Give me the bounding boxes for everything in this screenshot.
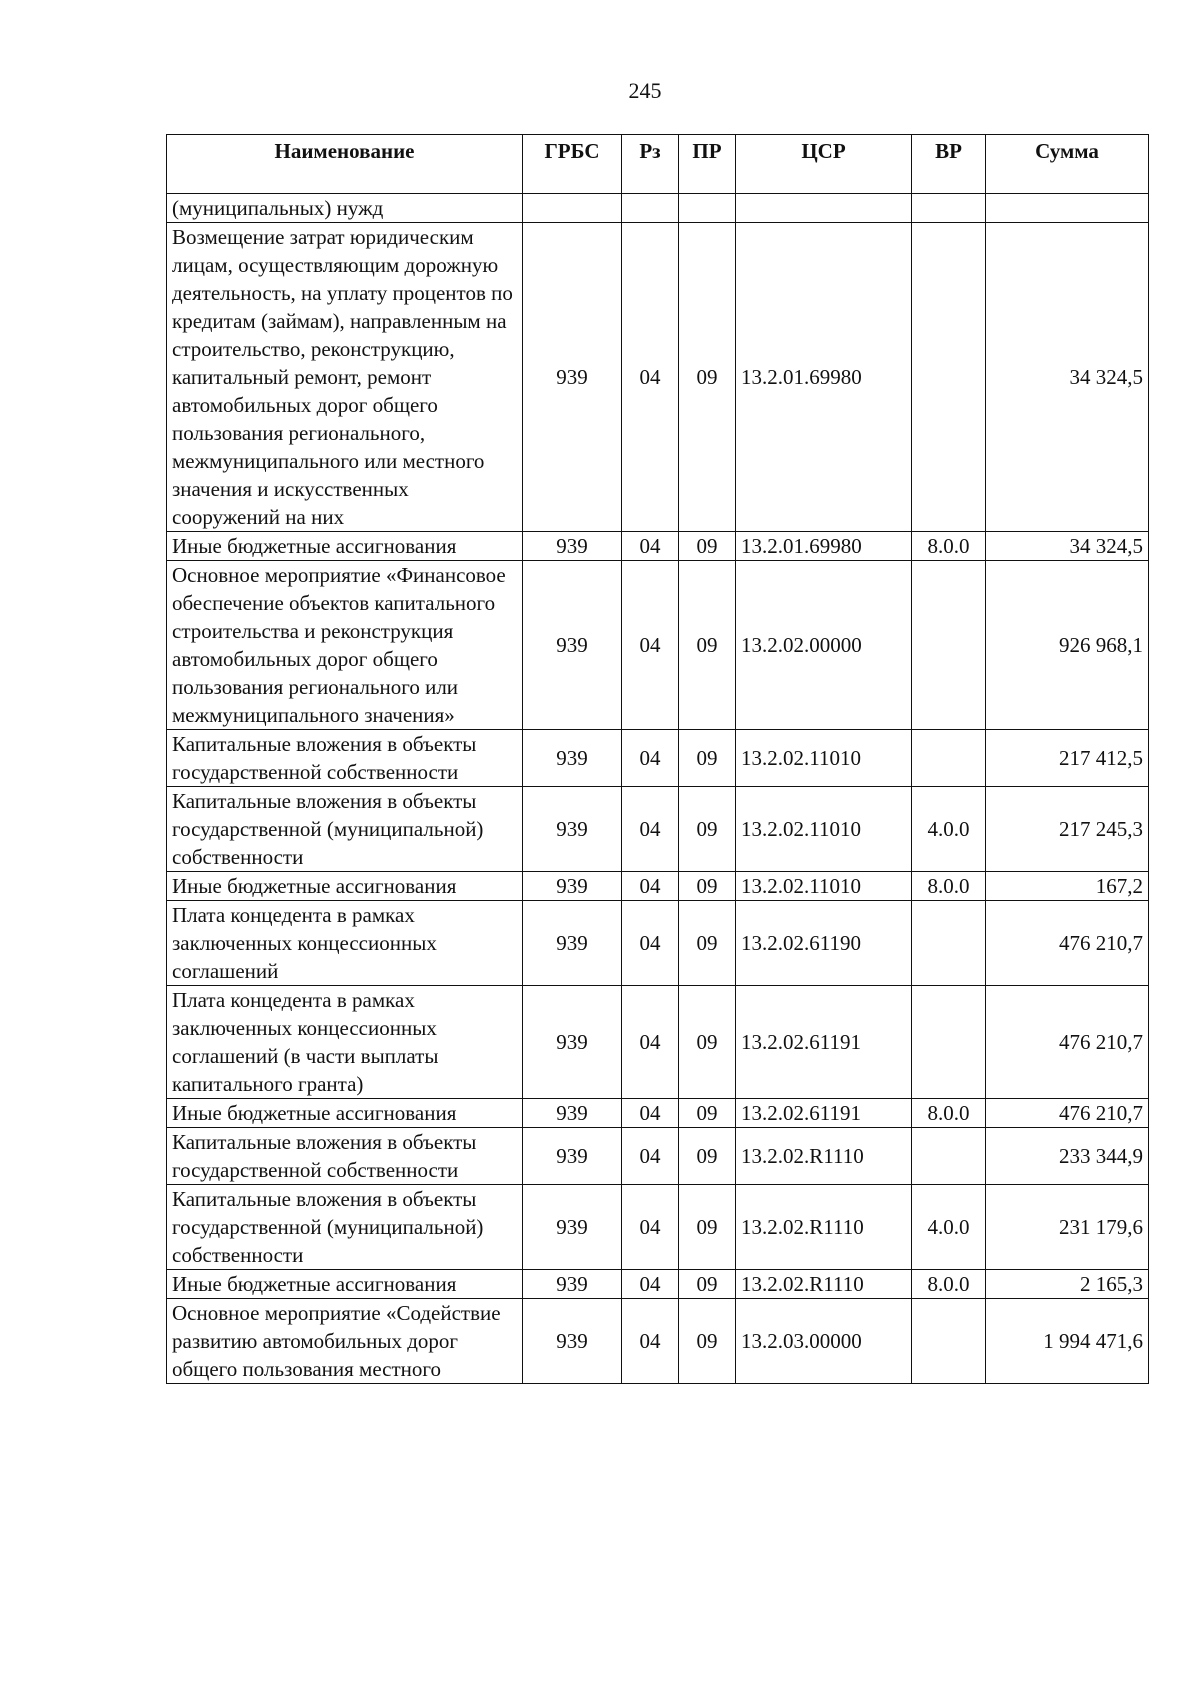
header-pr: ПР [679, 135, 736, 194]
cell-grbs: 939 [523, 1099, 622, 1128]
cell-grbs: 939 [523, 1185, 622, 1270]
cell-vr: 4.0.0 [912, 1185, 986, 1270]
header-vr: ВР [912, 135, 986, 194]
table-row [167, 986, 1149, 1099]
cell-rz: 04 [622, 532, 679, 561]
table-row [167, 561, 1149, 730]
cell-sum: 233 344,9 [986, 1128, 1149, 1185]
cell-name: Иные бюджетные ассигнования [167, 872, 523, 901]
cell-grbs: 939 [523, 1270, 622, 1299]
cell-rz [622, 194, 679, 223]
cell-name: Капитальные вложения в объекты государственной собственности [167, 1128, 523, 1185]
cell-csr: 13.2.03.00000 [736, 1299, 912, 1384]
cell-name: Капитальные вложения в объекты государственной (муниципальной) собственности [167, 1185, 523, 1270]
cell-name: (муниципальных) нужд [167, 194, 523, 223]
cell-rz: 04 [622, 1299, 679, 1384]
cell-rz: 04 [622, 1270, 679, 1299]
cell-pr [679, 194, 736, 223]
cell-csr [736, 194, 912, 223]
cell-csr: 13.2.01.69980 [736, 223, 912, 532]
cell-pr: 09 [679, 901, 736, 986]
header-grbs: ГРБС [523, 135, 622, 194]
cell-rz: 04 [622, 901, 679, 986]
cell-csr: 13.2.02.R1110 [736, 1128, 912, 1185]
cell-sum: 231 179,6 [986, 1185, 1149, 1270]
cell-rz: 04 [622, 787, 679, 872]
cell-pr: 09 [679, 1270, 736, 1299]
cell-pr: 09 [679, 223, 736, 532]
cell-rz: 04 [622, 561, 679, 730]
cell-vr: 8.0.0 [912, 872, 986, 901]
cell-sum: 217 412,5 [986, 730, 1149, 787]
cell-vr [912, 901, 986, 986]
table-row [167, 1270, 1149, 1299]
table-row [167, 532, 1149, 561]
cell-sum: 34 324,5 [986, 532, 1149, 561]
cell-rz: 04 [622, 223, 679, 532]
cell-vr [912, 561, 986, 730]
cell-name: Плата концедента в рамках заключенных концессионных соглашений [167, 901, 523, 986]
table-row [167, 901, 1149, 986]
cell-vr: 8.0.0 [912, 1099, 986, 1128]
cell-vr [912, 730, 986, 787]
cell-name: Иные бюджетные ассигнования [167, 532, 523, 561]
table-row [167, 787, 1149, 872]
cell-csr: 13.2.02.61190 [736, 901, 912, 986]
cell-csr: 13.2.02.61191 [736, 986, 912, 1099]
cell-sum: 217 245,3 [986, 787, 1149, 872]
cell-sum: 476 210,7 [986, 901, 1149, 986]
cell-pr: 09 [679, 872, 736, 901]
cell-grbs: 939 [523, 561, 622, 730]
cell-rz: 04 [622, 986, 679, 1099]
cell-rz: 04 [622, 872, 679, 901]
cell-name: Иные бюджетные ассигнования [167, 1270, 523, 1299]
cell-sum: 476 210,7 [986, 986, 1149, 1099]
cell-csr: 13.2.02.00000 [736, 561, 912, 730]
header-row [167, 135, 1149, 194]
cell-vr: 8.0.0 [912, 1270, 986, 1299]
cell-sum: 2 165,3 [986, 1270, 1149, 1299]
cell-pr: 09 [679, 986, 736, 1099]
cell-sum [986, 194, 1149, 223]
cell-sum: 34 324,5 [986, 223, 1149, 532]
cell-pr: 09 [679, 561, 736, 730]
cell-csr: 13.2.02.R1110 [736, 1270, 912, 1299]
cell-grbs: 939 [523, 1299, 622, 1384]
table-row [167, 194, 1149, 223]
table-row [167, 1299, 1149, 1384]
cell-grbs: 939 [523, 901, 622, 986]
cell-vr [912, 1299, 986, 1384]
table-row [167, 1099, 1149, 1128]
cell-name: Возмещение затрат юридическим лицам, осуществляющим дорожную деятельность, на уплату процентов по кредитам (займам), направленным на строительство, реконструкцию, капитальный ремонт, ремонт автомобильных дорог общего пользования регионального, межмуниципального или местного значения и искусственных сооружений на них [167, 223, 523, 532]
cell-pr: 09 [679, 532, 736, 561]
cell-grbs: 939 [523, 532, 622, 561]
table-row [167, 872, 1149, 901]
cell-pr: 09 [679, 1299, 736, 1384]
cell-vr: 4.0.0 [912, 787, 986, 872]
cell-grbs: 939 [523, 1128, 622, 1185]
cell-grbs [523, 194, 622, 223]
cell-csr: 13.2.02.11010 [736, 730, 912, 787]
table-row [167, 1128, 1149, 1185]
cell-csr: 13.2.02.11010 [736, 787, 912, 872]
cell-csr: 13.2.02.R1110 [736, 1185, 912, 1270]
cell-name: Иные бюджетные ассигнования [167, 1099, 523, 1128]
cell-vr [912, 986, 986, 1099]
cell-rz: 04 [622, 1099, 679, 1128]
cell-grbs: 939 [523, 787, 622, 872]
cell-csr: 13.2.02.61191 [736, 1099, 912, 1128]
cell-rz: 04 [622, 730, 679, 787]
cell-grbs: 939 [523, 730, 622, 787]
cell-vr [912, 223, 986, 532]
cell-csr: 13.2.01.69980 [736, 532, 912, 561]
table-row [167, 223, 1149, 532]
table-row [167, 730, 1149, 787]
cell-pr: 09 [679, 730, 736, 787]
header-name: Наименование [167, 135, 523, 194]
cell-name: Основное мероприятие «Содействие развитию автомобильных дорог общего пользования местного [167, 1299, 523, 1384]
cell-csr: 13.2.02.11010 [736, 872, 912, 901]
cell-vr [912, 194, 986, 223]
cell-sum: 1 994 471,6 [986, 1299, 1149, 1384]
cell-vr: 8.0.0 [912, 532, 986, 561]
cell-vr [912, 1128, 986, 1185]
cell-name: Капитальные вложения в объекты государственной собственности [167, 730, 523, 787]
budget-table [166, 134, 1149, 1384]
header-csr: ЦСР [736, 135, 912, 194]
cell-pr: 09 [679, 1128, 736, 1185]
cell-sum: 926 968,1 [986, 561, 1149, 730]
cell-name: Плата концедента в рамках заключенных концессионных соглашений (в части выплаты капитального гранта) [167, 986, 523, 1099]
header-rz: Рз [622, 135, 679, 194]
page-number: 245 [628, 78, 662, 103]
cell-grbs: 939 [523, 223, 622, 532]
cell-sum: 167,2 [986, 872, 1149, 901]
cell-pr: 09 [679, 787, 736, 872]
cell-name: Основное мероприятие «Финансовое обеспечение объектов капитального строительства и реконструкция автомобильных дорог общего пользования регионального или межмуниципального значения» [167, 561, 523, 730]
cell-rz: 04 [622, 1185, 679, 1270]
table-row [167, 1185, 1149, 1270]
cell-pr: 09 [679, 1099, 736, 1128]
cell-sum: 476 210,7 [986, 1099, 1149, 1128]
header-sum: Сумма [986, 135, 1149, 194]
cell-name: Капитальные вложения в объекты государственной (муниципальной) собственности [167, 787, 523, 872]
cell-grbs: 939 [523, 986, 622, 1099]
cell-grbs: 939 [523, 872, 622, 901]
cell-pr: 09 [679, 1185, 736, 1270]
cell-rz: 04 [622, 1128, 679, 1185]
